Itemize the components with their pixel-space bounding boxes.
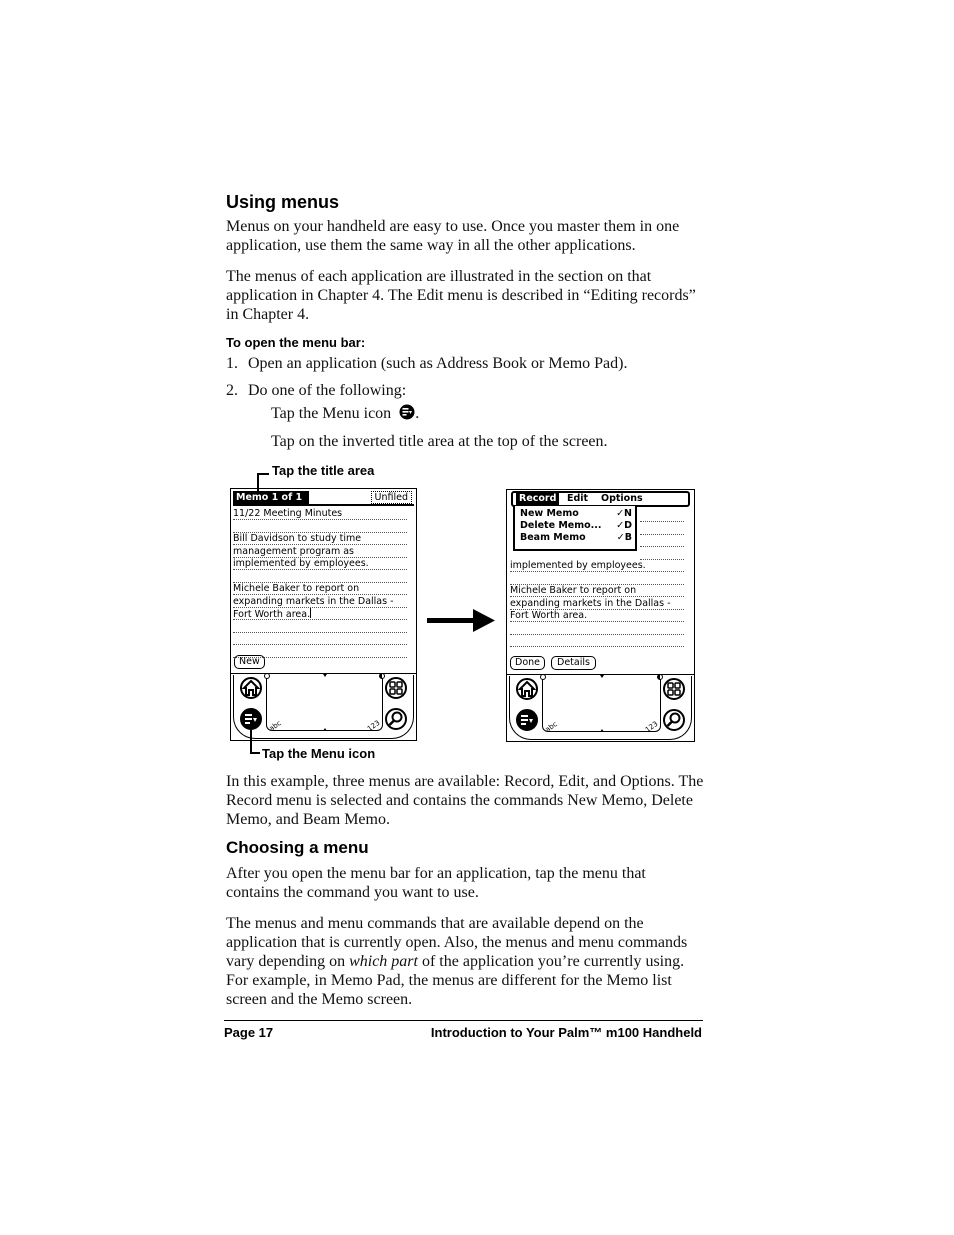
graffiti-area[interactable]	[266, 675, 383, 734]
memo-line	[233, 521, 407, 533]
menu-bar	[511, 491, 690, 507]
footer-rule	[224, 1020, 703, 1021]
brightness-icon[interactable]	[657, 674, 663, 680]
choosing-menu-title: Choosing a menu	[226, 838, 369, 857]
memo-line	[233, 633, 407, 645]
step-1-number: 1.	[226, 355, 238, 372]
home-icon[interactable]	[240, 677, 262, 699]
step-1	[226, 354, 706, 373]
memo-line: Fort Worth area.	[510, 610, 684, 622]
left-palm-screenshot	[230, 488, 417, 741]
number-label: 123	[365, 718, 382, 734]
page-number: Page 17	[224, 1025, 274, 1040]
memo-line	[510, 623, 684, 635]
memo-line	[510, 573, 684, 585]
step-2-text: Do one of the following:	[248, 382, 407, 399]
chapter-paragraph: The menus of each application are illustrated in the section on that application in Chapter 4. The Edit menu is described in “Editing records” in Chapter 4.	[226, 268, 696, 323]
memo-line: Michele Baker to report on	[510, 585, 684, 597]
step-2	[226, 381, 706, 400]
applications-icon[interactable]	[385, 677, 407, 699]
callout-title-area: Tap the title area	[272, 463, 375, 478]
menu-item-beam-memo[interactable]: Beam Memo	[520, 532, 586, 543]
memo-line	[640, 510, 684, 522]
divider-top-marker	[323, 674, 327, 677]
menu-icon	[399, 404, 415, 425]
step-1-text: Open an application (such as Address Book or Memo Pad).	[248, 355, 628, 372]
menu-edit[interactable]: Edit	[567, 493, 589, 504]
right-silkscreen	[509, 676, 692, 740]
menu-record[interactable]: Record	[516, 493, 559, 505]
memo-line	[510, 635, 684, 647]
find-icon[interactable]	[385, 708, 407, 730]
left-title-tab[interactable]: Memo 1 of 1	[233, 491, 309, 504]
new-button[interactable]: New	[234, 655, 265, 669]
menu-icon[interactable]	[516, 709, 538, 731]
substep-menu-icon-text: Tap the Menu icon	[271, 405, 392, 422]
shortcut-beam-memo: ✓B	[616, 532, 632, 543]
example-paragraph: In this example, three menus are available: Record, Edit, and Options. The Record menu is selected and contains the commands New Memo, Delete Memo, and Beam Memo.	[226, 773, 704, 828]
graffiti-area[interactable]	[542, 676, 661, 735]
right-palm-screenshot	[506, 489, 695, 742]
text-cursor	[310, 608, 311, 618]
shortcut-delete-memo: ✓D	[616, 520, 632, 531]
depends-paragraph: The menus and menu commands that are available depend on the application that is currently open. Also, the menus and menu commands vary depending on which part of the application you’re currently using. For example, in Memo Pad, the menus are different for the Memo list screen and the Memo screen.	[226, 915, 688, 1008]
contrast-icon[interactable]	[540, 674, 546, 680]
choosing-paragraph: After you open the menu bar for an application, tap the menu that contains the command you want to use.	[226, 865, 646, 901]
substep-menu-icon-period: .	[415, 405, 420, 422]
left-title-bar[interactable]	[233, 491, 414, 506]
divider-bottom-marker	[323, 728, 327, 731]
home-icon[interactable]	[516, 678, 538, 700]
menu-options[interactable]: Options	[601, 493, 643, 504]
abc-label: abc	[267, 719, 283, 733]
arrow-right-icon	[427, 607, 497, 635]
memo-line: 11/22 Meeting Minutes	[233, 508, 407, 520]
contrast-icon[interactable]	[264, 673, 270, 679]
memo-line	[640, 523, 684, 535]
callout-tick-menu	[250, 752, 260, 754]
shortcut-new-memo: ✓N	[616, 508, 632, 519]
memo-line: Fort Worth area.	[233, 608, 407, 620]
memo-line: Bill Davidson to study time	[233, 533, 407, 545]
find-icon[interactable]	[663, 709, 685, 731]
section-title: Using menus	[226, 192, 340, 212]
brightness-icon[interactable]	[379, 673, 385, 679]
abc-label: abc	[543, 720, 559, 734]
memo-line: expanding markets in the Dallas -	[233, 596, 407, 608]
substep-menu-icon	[271, 404, 571, 425]
menu-item-new-memo[interactable]: New Memo	[520, 508, 579, 519]
step-2-number: 2.	[226, 382, 238, 399]
details-button[interactable]: Details	[551, 656, 596, 670]
record-menu-dropdown	[513, 506, 637, 551]
applications-icon[interactable]	[663, 678, 685, 700]
divider-bottom-marker	[600, 729, 604, 732]
memo-line: management program as	[233, 546, 407, 558]
callout-line-menu	[250, 730, 252, 754]
intro-paragraph: Menus on your handheld are easy to use. Once you master them in one application, use them the same way in all the other applications.	[226, 218, 680, 254]
divider-top-marker	[600, 675, 604, 678]
left-silkscreen	[233, 675, 414, 739]
memo-line	[640, 535, 684, 547]
left-memo-body[interactable]	[233, 508, 407, 648]
menu-icon[interactable]	[240, 708, 262, 730]
procedure-title: To open the menu bar:	[226, 335, 366, 350]
memo-line: implemented by employees.	[233, 558, 407, 570]
number-label: 123	[643, 719, 660, 735]
memo-line: expanding markets in the Dallas -	[510, 598, 684, 610]
callout-menu-icon: Tap the Menu icon	[262, 746, 376, 761]
memo-line	[640, 548, 684, 560]
callout-tick-title	[257, 473, 269, 475]
substep-title-area: Tap on the inverted title area at the top of the screen.	[271, 433, 608, 450]
memo-line: implemented by employees.	[510, 560, 684, 572]
book-title: Introduction to Your Palm™ m100 Handheld	[430, 1025, 702, 1040]
done-button[interactable]: Done	[510, 656, 545, 670]
menu-item-delete-memo[interactable]: Delete Memo...	[520, 520, 602, 531]
left-category-picker[interactable]: Unfiled	[371, 491, 412, 504]
memo-line: Michele Baker to report on	[233, 583, 407, 595]
emphasis-text: which part	[349, 953, 418, 970]
memo-line	[233, 621, 407, 633]
memo-line	[233, 571, 407, 583]
